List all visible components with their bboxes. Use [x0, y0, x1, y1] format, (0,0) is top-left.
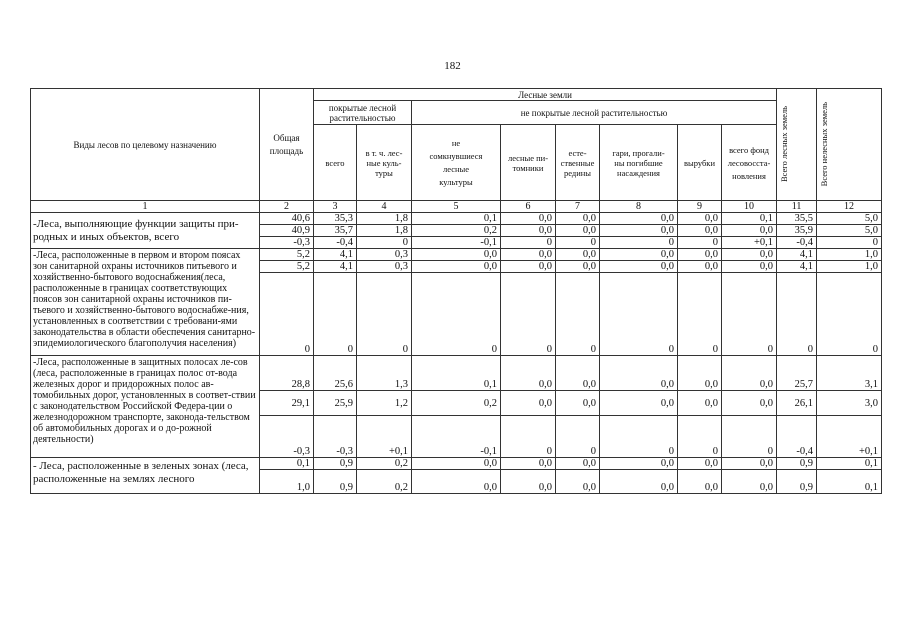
cell: 0 [600, 416, 678, 458]
cell: 1,0 [260, 470, 314, 494]
header-unclosed-crops: не сомкнувшиеся лесные культуры [412, 125, 501, 201]
header-burnt-areas: гари, прогали- ны погибшие насаждения [600, 125, 678, 201]
cell: 0,0 [501, 213, 556, 225]
cell: 25,7 [777, 356, 817, 391]
cell: 0,9 [777, 458, 817, 470]
cell: 0,0 [556, 470, 600, 494]
col-number: 3 [314, 201, 357, 213]
cell: 0,0 [600, 458, 678, 470]
cell: 3,1 [817, 356, 882, 391]
cell: 0,9 [777, 470, 817, 494]
cell: 0,0 [678, 356, 722, 391]
page-number: 182 [444, 60, 461, 72]
cell: 0 [501, 416, 556, 458]
cell: 0,2 [412, 391, 501, 416]
header-not-covered: не покрытые лесной растительностью [412, 101, 777, 125]
cell: 0 [678, 237, 722, 249]
cell: 0,0 [501, 261, 556, 273]
cell: 1,8 [357, 225, 412, 237]
cell: -0,4 [777, 237, 817, 249]
cell: 0 [501, 237, 556, 249]
cell: 5,0 [817, 225, 882, 237]
cell: 0,3 [357, 261, 412, 273]
cell: 0,2 [357, 470, 412, 494]
header-total-area: Общая площадь [260, 89, 314, 201]
cell: 5,0 [817, 213, 882, 225]
cell: 0,0 [501, 391, 556, 416]
cell: 0 [722, 416, 777, 458]
cell: 4,1 [314, 261, 357, 273]
col-number: 12 [817, 201, 882, 213]
cell: 0,0 [501, 470, 556, 494]
cell: 0 [501, 273, 556, 356]
cell: 0,0 [722, 470, 777, 494]
cell: +0,1 [722, 237, 777, 249]
cell: 0,1 [412, 356, 501, 391]
header-forest-lands: Лесные земли [314, 89, 777, 101]
cell: 0,0 [722, 458, 777, 470]
table-row [31, 356, 882, 391]
col-number: 6 [501, 201, 556, 213]
cell: 35,9 [777, 225, 817, 237]
col-number: 8 [600, 201, 678, 213]
cell: 29,1 [260, 391, 314, 416]
cell: 1,3 [357, 356, 412, 391]
col-number: 7 [556, 201, 600, 213]
cell: 0,0 [678, 458, 722, 470]
cell: 0,0 [412, 458, 501, 470]
cell: 0 [357, 273, 412, 356]
cell: 0 [722, 273, 777, 356]
row-label: -Леса, расположенные в защитных полосах ле-сов (леса, расположенные в границах полос от-вода железных дорог и придорожных полос ав-томобильных дорог, установленных в соответ-ствии с законодательством Российской Федера-ции о железнодорожном транспорте, законода-тельством об автомобильных дорогах и о до-рожной деятельности) [31, 356, 260, 458]
cell: 0,0 [600, 261, 678, 273]
cell: 0,0 [412, 249, 501, 261]
cell: 0,0 [412, 261, 501, 273]
cell: 0 [600, 237, 678, 249]
cell: 0 [678, 273, 722, 356]
cell: 28,8 [260, 356, 314, 391]
cell: 0,1 [412, 213, 501, 225]
header-total-forest-lands: Всего лесных земель [777, 89, 817, 201]
cell: 0,0 [556, 391, 600, 416]
cell: 1,0 [817, 249, 882, 261]
cell: 0,2 [412, 225, 501, 237]
cell: 0,0 [600, 470, 678, 494]
cell: -0,3 [314, 416, 357, 458]
cell: -0,4 [314, 237, 357, 249]
cell: 0,0 [600, 225, 678, 237]
cell: -0,3 [260, 237, 314, 249]
cell: 0,0 [501, 249, 556, 261]
header-natural-sparse: есте- ственные редины [556, 125, 600, 201]
col-number: 5 [412, 201, 501, 213]
cell: 0 [556, 237, 600, 249]
cell: 0 [260, 273, 314, 356]
cell: 0 [314, 273, 357, 356]
cell: 35,3 [314, 213, 357, 225]
header-total-nonforest-lands: Всего нелесных земель [817, 89, 882, 201]
cell: 0 [556, 416, 600, 458]
col-number: 4 [357, 201, 412, 213]
cell: +0,1 [357, 416, 412, 458]
cell: 0,0 [600, 213, 678, 225]
cell: 0,0 [722, 356, 777, 391]
cell: 1,2 [357, 391, 412, 416]
cell: 0,2 [357, 458, 412, 470]
cell: 26,1 [777, 391, 817, 416]
cell: +0,1 [817, 416, 882, 458]
cell: -0,4 [777, 416, 817, 458]
cell: 4,1 [314, 249, 357, 261]
cell: 0,0 [556, 261, 600, 273]
col-number: 10 [722, 201, 777, 213]
cell: 0,0 [678, 470, 722, 494]
cell: 0,0 [678, 261, 722, 273]
cell: 40,6 [260, 213, 314, 225]
cell: 0 [777, 273, 817, 356]
cell: 5,2 [260, 261, 314, 273]
cell: 25,6 [314, 356, 357, 391]
cell: 0,1 [722, 213, 777, 225]
table-row [31, 458, 882, 470]
column-number-row [31, 201, 882, 213]
cell: 4,1 [777, 249, 817, 261]
cell: 5,2 [260, 249, 314, 261]
cell: 0,0 [556, 225, 600, 237]
cell: 0,0 [678, 249, 722, 261]
cell: 0 [556, 273, 600, 356]
cell: 0,0 [722, 391, 777, 416]
cell: 0,0 [501, 225, 556, 237]
cell: 0,0 [556, 213, 600, 225]
cell: 0,0 [412, 470, 501, 494]
table-row [31, 249, 882, 261]
cell: 0,9 [314, 458, 357, 470]
header-nurseries: лесные пи- томники [501, 125, 556, 201]
cell: 0,0 [678, 391, 722, 416]
cell: -0,1 [412, 416, 501, 458]
header-covered: покрытые лесной растительностью [314, 101, 412, 125]
col-number: 2 [260, 201, 314, 213]
cell: 0 [678, 416, 722, 458]
cell: 4,1 [777, 261, 817, 273]
cell: 1,8 [357, 213, 412, 225]
cell: 35,7 [314, 225, 357, 237]
table-row [31, 213, 882, 225]
cell: 0,0 [722, 249, 777, 261]
cell: 0,0 [678, 213, 722, 225]
cell: 0 [357, 237, 412, 249]
cell: 0,0 [600, 249, 678, 261]
cell: 35,5 [777, 213, 817, 225]
forest-lands-table [30, 88, 882, 494]
cell: 0,0 [722, 225, 777, 237]
col-number: 9 [678, 201, 722, 213]
header-forest-types: Виды лесов по целевому назначению [31, 89, 260, 201]
cell: -0,3 [260, 416, 314, 458]
cell: 0 [817, 237, 882, 249]
cell: 0,0 [556, 458, 600, 470]
row-label: -Леса, расположенные в первом и втором поясах зон санитарной охраны источников питьевого и хозяйственно-бытового водоснабжения(леса, расположенные в границах соответствующих поясов зон санитарной охраны источников пи-тьевого и хозяйственно-бытового водоснабже-ния, установленных в соответствии с требовани-ями законодательства в области обеспечения санитарно-эпидемиологического благополучия населения) [31, 249, 260, 356]
cell: 0,9 [314, 470, 357, 494]
cell: 0,0 [501, 458, 556, 470]
header-forest-crops: в т. ч. лес- ные куль- туры [357, 125, 412, 201]
cell: 0 [412, 273, 501, 356]
cell: 0,1 [817, 458, 882, 470]
cell: 0,0 [556, 356, 600, 391]
col-number: 11 [777, 201, 817, 213]
cell: 0,0 [678, 225, 722, 237]
row-label: -Леса, выполняющие функции защиты при-родных и иных объектов, всего [31, 213, 260, 249]
col-number: 1 [31, 201, 260, 213]
cell: 0,0 [600, 356, 678, 391]
cell: 0,0 [600, 391, 678, 416]
header-clearcuts: вырубки [678, 125, 722, 201]
cell: 0,1 [817, 470, 882, 494]
cell: 0,0 [501, 356, 556, 391]
cell: 0 [817, 273, 882, 356]
header-total: всего [314, 125, 357, 201]
row-label: - Леса, расположенные в зеленых зонах (леса, расположенные на землях лесного [31, 458, 260, 494]
cell: 1,0 [817, 261, 882, 273]
cell: -0,1 [412, 237, 501, 249]
cell: 0 [600, 273, 678, 356]
cell: 0,0 [556, 249, 600, 261]
cell: 0,3 [357, 249, 412, 261]
cell: 0,1 [260, 458, 314, 470]
cell: 3,0 [817, 391, 882, 416]
header-restoration-fund: всего фонд лесовосста- новления [722, 125, 777, 201]
cell: 25,9 [314, 391, 357, 416]
cell: 0,0 [722, 261, 777, 273]
cell: 40,9 [260, 225, 314, 237]
